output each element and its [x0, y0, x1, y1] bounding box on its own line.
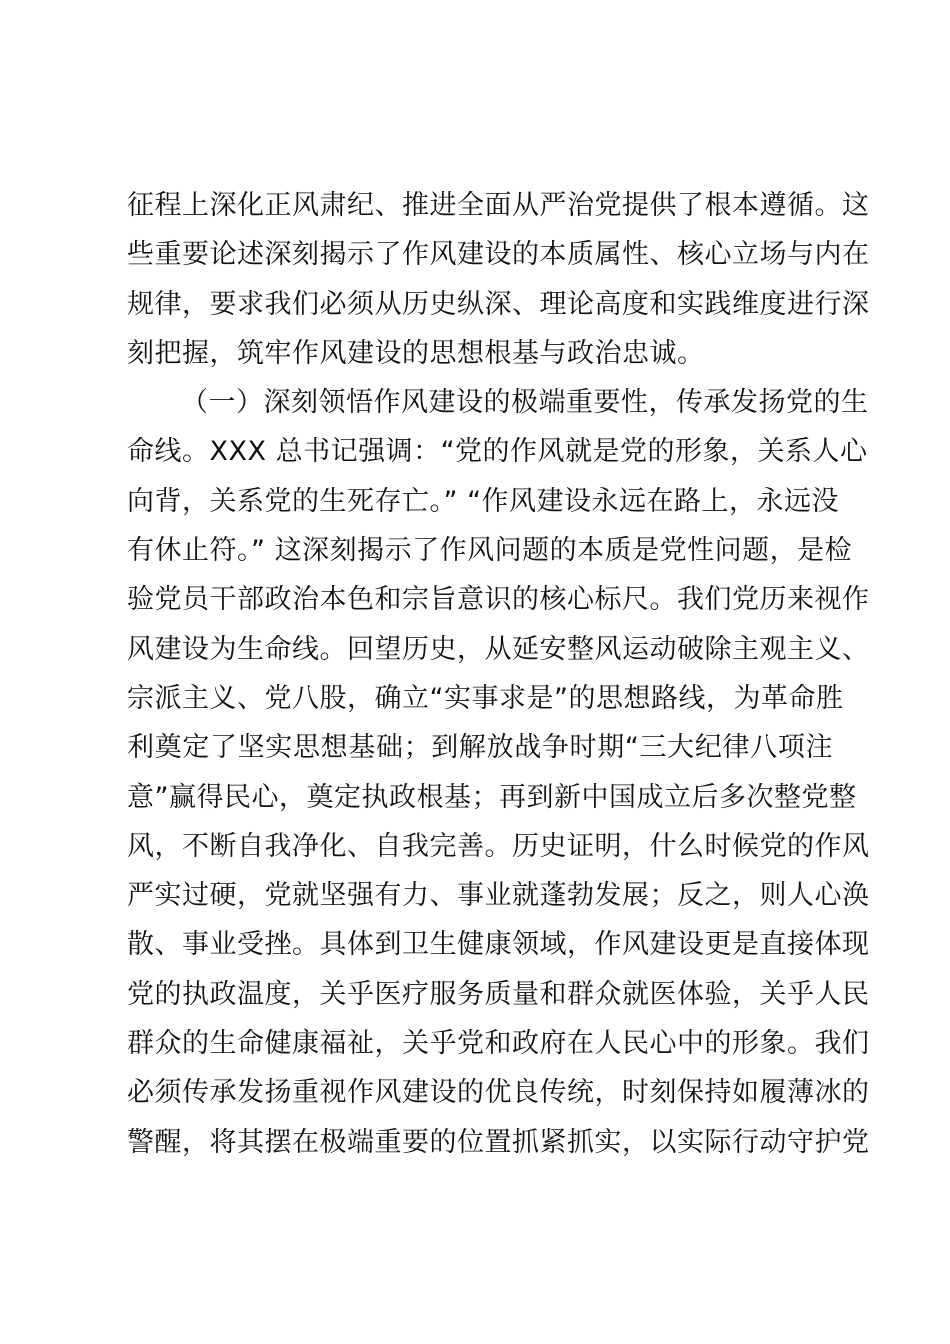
text-line: 规律，要求我们必须从历史纵深、理论高度和实践维度进行深 [127, 288, 870, 320]
text-line: 严实过硬，党就坚强有力、事业就蓬勃发展；反之，则人心涣 [127, 880, 870, 912]
text-line: 散、事业受挫。具体到卫生健康领域，作风建设更是直接体现 [127, 929, 870, 961]
body-text [127, 181, 870, 1167]
text-line: 征程上深化正风肃纪、推进全面从严治党提供了根本遵循。这 [127, 190, 870, 221]
text-line: 验党员干部政治本色和宗旨意识的核心标尺。我们党历来视作 [127, 584, 870, 616]
text-line: 命线。XXX 总书记强调：“党的作风就是党的形象，关系人心 [127, 436, 868, 468]
text-line: 向背，关系党的生死存亡。” “作风建设永远在路上，永远没 [127, 485, 840, 517]
section-heading-line: （一）深刻领悟作风建设的极端重要性，传承发扬党的生 [181, 387, 869, 419]
text-line: 利奠定了坚实思想基础；到解放战争时期“三大纪律八项注 [127, 732, 833, 764]
text-line: 必须传承发扬重视作风建设的优良传统，时刻保持如履薄冰的 [127, 1077, 870, 1109]
text-line: 风，不断自我净化、自我完善。历史证明，什么时候党的作风 [127, 830, 870, 862]
text-line: 警醒，将其摆在极端重要的位置抓紧抓实，以实际行动守护党 [127, 1126, 870, 1158]
text-line: 宗派主义、党八股，确立“实事求是”的思想路线，为革命胜 [127, 682, 844, 714]
text-line: 群众的生命健康福祉，关乎党和政府在人民心中的形象。我们 [127, 1028, 870, 1060]
text-line: 意”赢得民心，奠定执政根基；再到新中国成立后多次整党整 [127, 781, 857, 813]
text-line: 党的执政温度，关乎医疗服务质量和群众就医体验，关乎人民 [127, 978, 870, 1010]
text-line: 有休止符。” 这深刻揭示了作风问题的本质是党性问题，是检 [127, 535, 853, 567]
text-line: 风建设为生命线。回望历史，从延安整风运动破除主观主义、 [127, 633, 870, 665]
text-line: 些重要论述深刻揭示了作风建设的本质属性、核心立场与内在 [127, 239, 870, 271]
paragraph-end-line: 刻把握，筑牢作风建设的思想根基与政治忠诚。 [127, 337, 705, 369]
